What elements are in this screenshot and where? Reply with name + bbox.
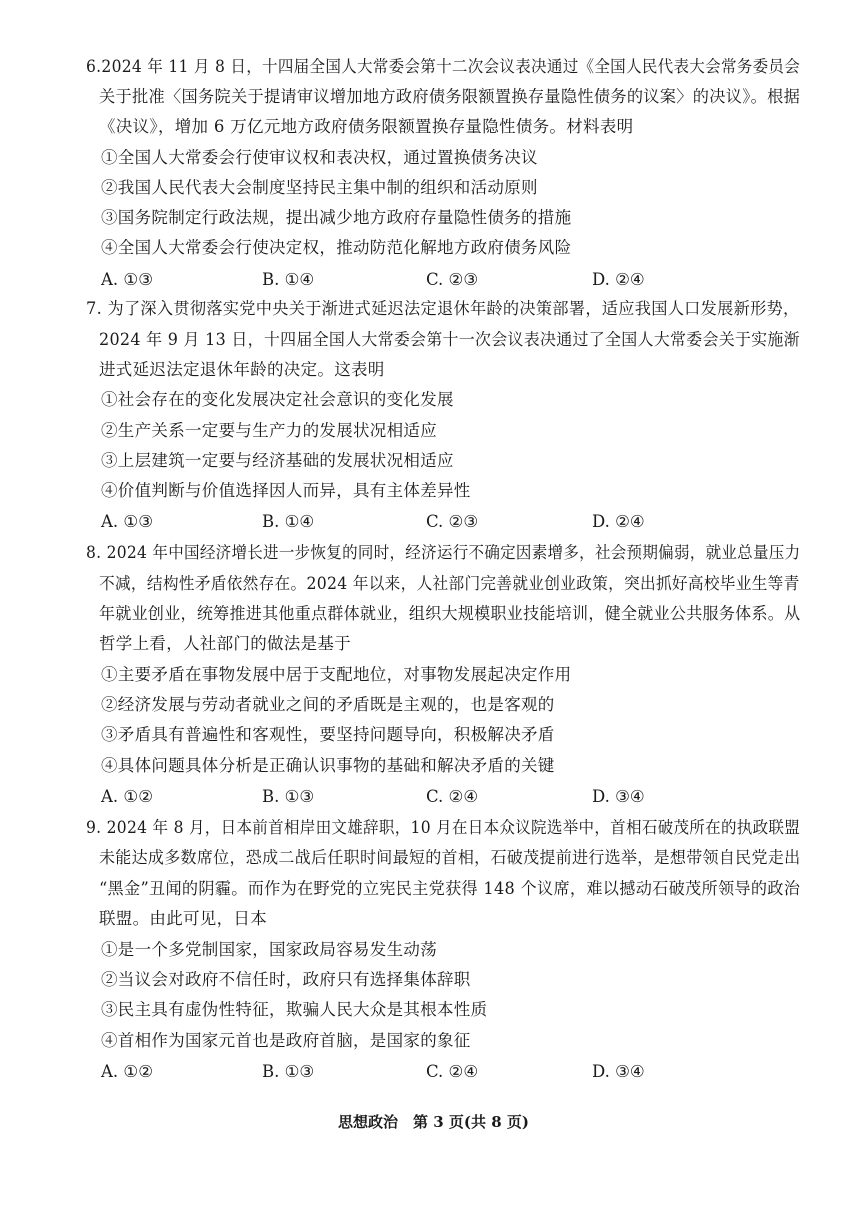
question-9-line-3: “黑金”丑闻的阴霾。而作为在野党的立宪民主党获得 148 个议席，难以撼动石破茂所领导的政治 xyxy=(99,879,801,898)
question-7-item-1: ①社会存在的变化发展决定社会意识的变化发展 xyxy=(101,390,454,409)
question-8-item-2: ②经济发展与劳动者就业之间的矛盾既是主观的，也是客观的 xyxy=(101,695,555,714)
question-8-line-2: 不减，结构性矛盾依然存在。2024 年以来，人社部门完善就业创业政策，突出抓好高校毕业生等青 xyxy=(99,574,800,593)
question-8-item-4: ④具体问题具体分析是正确认识事物的基础和解决矛盾的关键 xyxy=(101,756,555,775)
question-7-option-a: A. ①③ xyxy=(101,512,153,531)
page-footer: 思想政治 第 3 页(共 8 页) xyxy=(338,1113,529,1131)
question-9-line-1: 9. 2024 年 8 月，日本前首相岸田文雄辞职，10 月在日本众议院选举中，首相石破茂所在的执政联盟 xyxy=(86,818,801,837)
question-8-line-1: 8. 2024 年中国经济增长进一步恢复的同时，经济运行不确定因素增多，社会预期偏弱，就业总量压力 xyxy=(86,543,801,562)
question-9-line-4: 联盟。由此可见，日本 xyxy=(99,909,267,928)
question-6-item-4: ④全国人大常委会行使决定权，推动防范化解地方政府债务风险 xyxy=(101,238,572,257)
question-8-line-4: 哲学上看，人社部门的做法是基于 xyxy=(99,634,351,653)
question-8-option-d: D. ③④ xyxy=(592,787,645,806)
question-6-item-3: ③国务院制定行政法规，提出减少地方政府存量隐性债务的措施 xyxy=(101,208,572,227)
question-6-option-c: C. ②③ xyxy=(426,270,479,289)
question-6-option-b: B. ①④ xyxy=(262,270,315,289)
question-9-line-2: 未能达成多数席位，恐成二战后任职时间最短的首相，石破茂提前进行选举，是想带领自民党走出 xyxy=(99,848,801,867)
question-6-option-a: A. ①③ xyxy=(101,270,153,289)
question-9-item-1: ①是一个多党制国家，国家政局容易发生动荡 xyxy=(101,940,437,959)
question-7-option-c: C. ②③ xyxy=(426,512,479,531)
question-8-option-b: B. ①③ xyxy=(262,787,315,806)
question-9-option-d: D. ③④ xyxy=(592,1062,645,1081)
question-9-item-3: ③民主具有虚伪性特征，欺骗人民大众是其根本性质 xyxy=(101,1000,488,1019)
question-9-option-a: A. ①② xyxy=(101,1062,153,1081)
question-8-line-3: 年就业创业，统筹推进其他重点群体就业，组织大规模职业技能培训，健全就业公共服务体系。从 xyxy=(99,604,801,623)
question-8-item-1: ①主要矛盾在事物发展中居于支配地位，对事物发展起决定作用 xyxy=(101,665,572,684)
question-6-item-2: ②我国人民代表大会制度坚持民主集中制的组织和活动原则 xyxy=(101,178,538,197)
question-6-line-1: 6.2024 年 11 月 8 日，十四届全国人大常委会第十二次会议表决通过《全国人民代表大会常务委员会 xyxy=(86,57,801,76)
question-7-line-1: 7. 为了深入贯彻落实党中央关于渐进式延迟法定退休年龄的决策部署，适应我国人口发展新形势， xyxy=(86,299,800,318)
question-6-line-3: 《决议》，增加 6 万亿元地方政府债务限额置换存量隐性债务。材料表明 xyxy=(99,117,634,136)
question-7-item-4: ④价值判断与价值选择因人而异，具有主体差异性 xyxy=(101,481,471,500)
question-6-option-d: D. ②④ xyxy=(592,270,645,289)
question-9-option-b: B. ①③ xyxy=(262,1062,315,1081)
question-8-option-a: A. ①② xyxy=(101,787,153,806)
question-9-item-2: ②当议会对政府不信任时，政府只有选择集体辞职 xyxy=(101,970,471,989)
question-6-line-2: 关于批准〈国务院关于提请审议增加地方政府债务限额置换存量隐性债务的议案〉的决议》。根据 xyxy=(99,87,801,106)
question-7-line-3: 进式延迟法定退休年龄的决定。这表明 xyxy=(99,360,385,379)
question-6-item-1: ①全国人大常委会行使审议权和表决权，通过置换债务决议 xyxy=(101,148,538,167)
question-7-line-2: 2024 年 9 月 13 日，十四届全国人大常委会第十一次会议表决通过了全国人大常委会关于实施渐 xyxy=(99,330,800,349)
question-7-item-3: ③上层建筑一定要与经济基础的发展状况相适应 xyxy=(101,451,454,470)
question-9-option-c: C. ②④ xyxy=(426,1062,479,1081)
question-8-option-c: C. ②④ xyxy=(426,787,479,806)
question-7-option-b: B. ①④ xyxy=(262,512,315,531)
question-9-item-4: ④首相作为国家元首也是政府首脑，是国家的象征 xyxy=(101,1031,471,1050)
question-7-option-d: D. ②④ xyxy=(592,512,645,531)
question-8-item-3: ③矛盾具有普遍性和客观性，要坚持问题导向，积极解决矛盾 xyxy=(101,725,555,744)
question-7-item-2: ②生产关系一定要与生产力的发展状况相适应 xyxy=(101,421,437,440)
